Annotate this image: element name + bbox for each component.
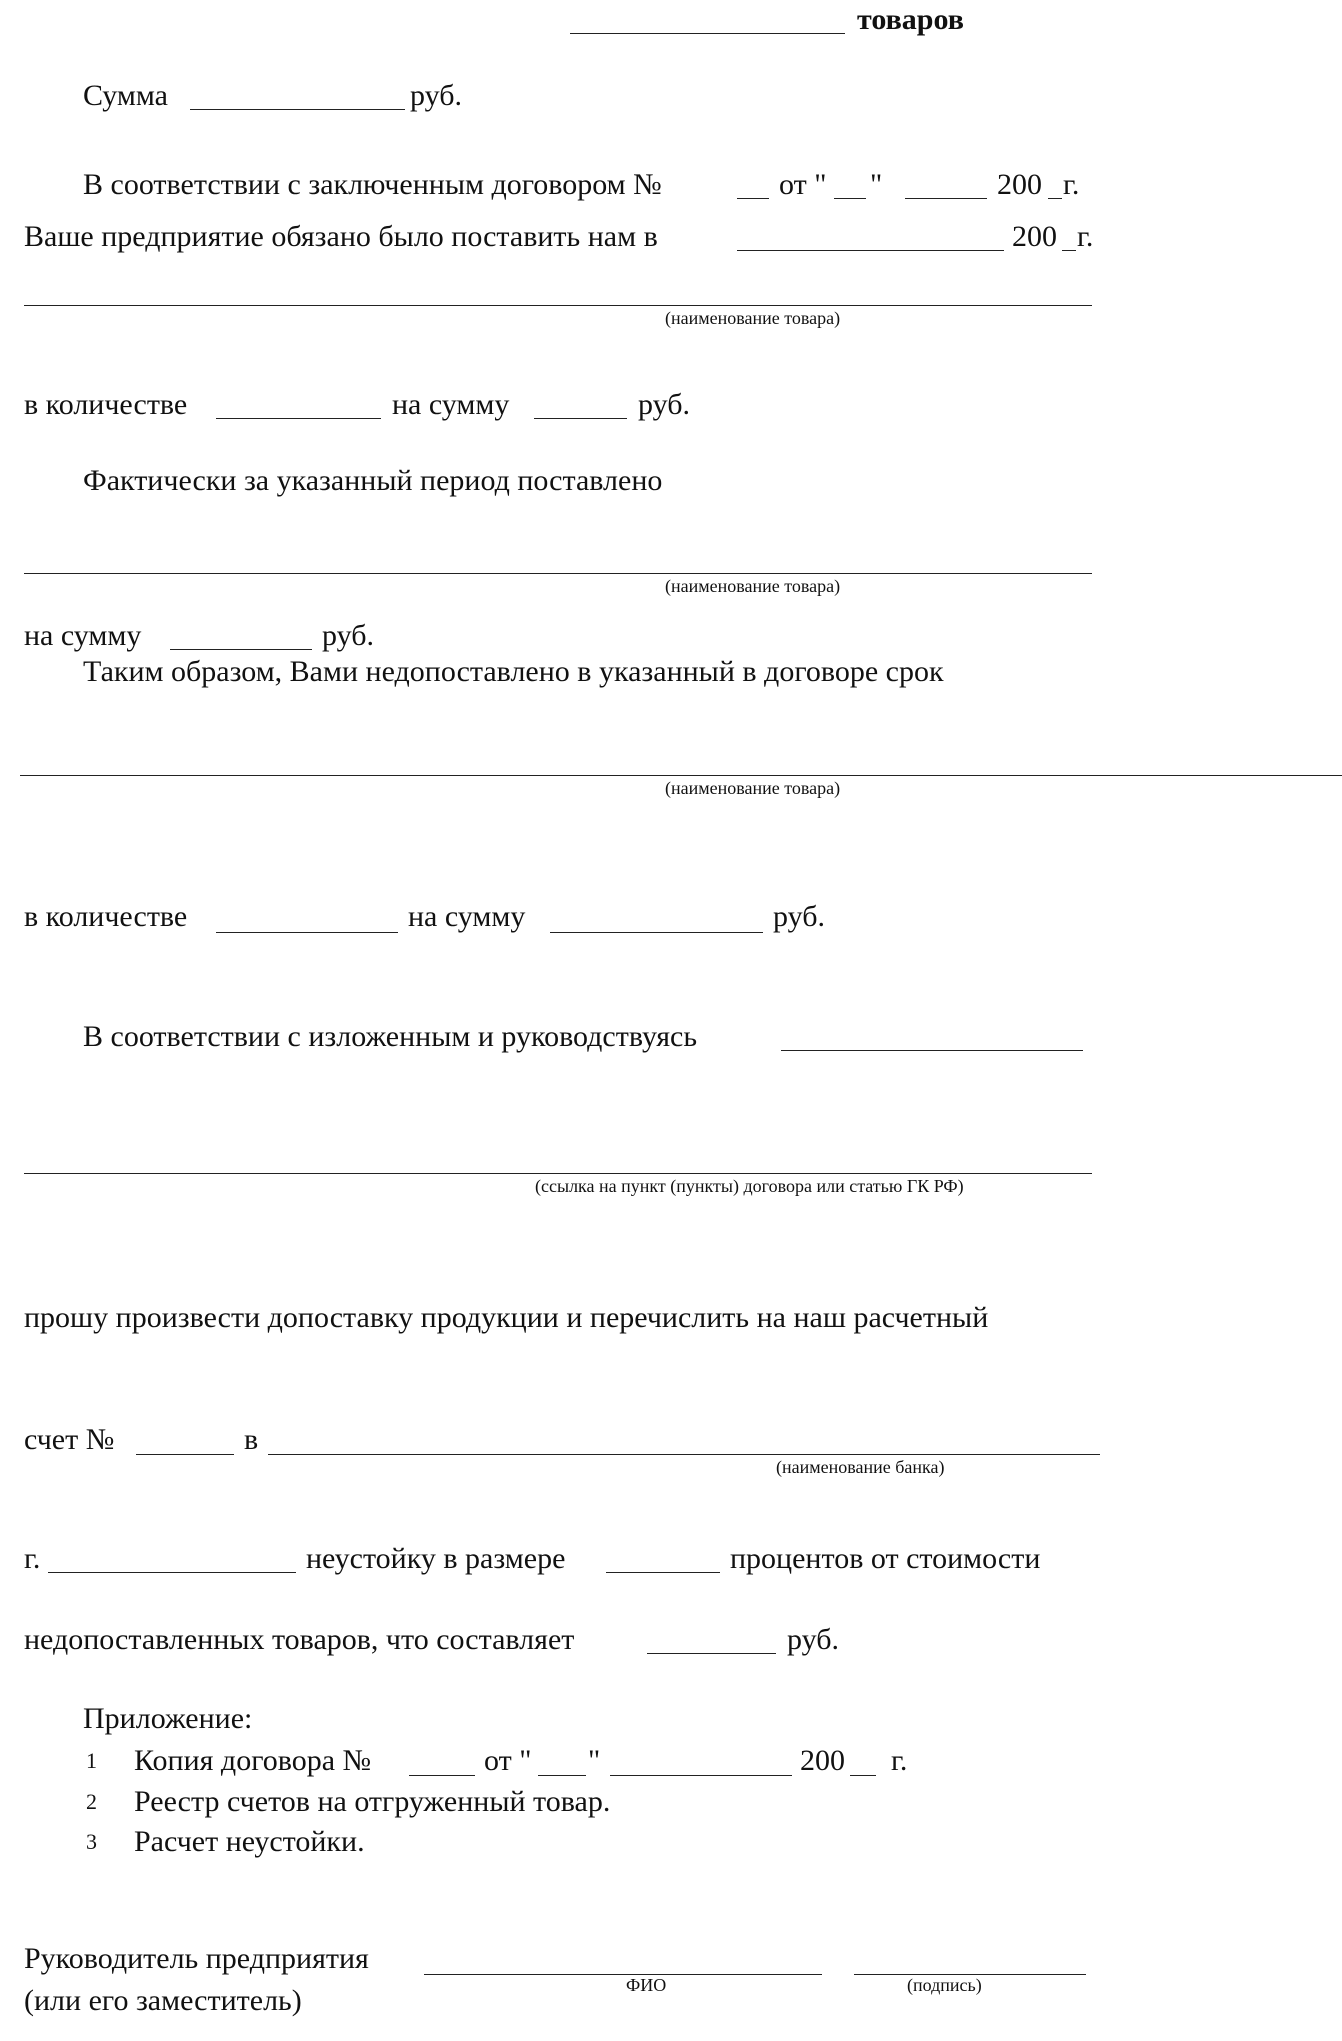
rub-2: руб. [322, 619, 374, 652]
quantity-label-1: в количестве [24, 388, 188, 421]
thus-undelivered-text: Таким образом, Вами недопоставлено в указанный в договоре срок [83, 655, 944, 688]
amount-blank-1[interactable] [534, 418, 627, 419]
appendix-item-1-number: 1 [86, 1748, 97, 1773]
signature-deputy: (или его заместитель) [24, 1984, 302, 2017]
quantity-blank-1[interactable] [216, 418, 381, 419]
appendix-year-blank[interactable] [850, 1775, 876, 1776]
for-sum-label-2: на сумму [24, 619, 142, 652]
obliged-g: г. [1077, 220, 1094, 253]
percent-text: процентов от стоимости [730, 1542, 1041, 1575]
appendix-day-blank[interactable] [538, 1775, 586, 1776]
contract-year-blank[interactable] [1048, 198, 1062, 199]
city-blank[interactable] [48, 1572, 296, 1573]
sum-label: Сумма [83, 79, 168, 112]
obliged-year-blank[interactable] [1062, 250, 1076, 251]
title-word: товаров [857, 3, 964, 36]
appendix-month-blank[interactable] [610, 1775, 792, 1776]
bank-caption: (наименование банка) [776, 1457, 945, 1477]
appendix-g: г. [891, 1744, 908, 1777]
goods-line-3[interactable] [20, 775, 1342, 776]
appendix-year: 200 [800, 1744, 845, 1777]
appendix-item-2-text: Реестр счетов на отгруженный товар. [134, 1785, 611, 1818]
quantity-label-2: в количестве [24, 900, 188, 933]
contract-quote-close: " [870, 168, 883, 201]
actually-delivered-text: Фактически за указанный период поставлено [83, 464, 663, 497]
appendix-item-1-text: Копия договора № [134, 1744, 372, 1777]
undelivered-text: недопоставленных товаров, что составляет [24, 1623, 575, 1656]
undelivered-amount-blank[interactable] [647, 1653, 776, 1654]
for-sum-label-3: на сумму [408, 900, 526, 933]
appendix-from: от " [484, 1744, 532, 1777]
request-text: прошу произвести допоставку продукции и перечислить на наш расчетный [24, 1301, 989, 1334]
goods-caption-2: (наименование товара) [665, 576, 841, 596]
rub-3: руб. [773, 900, 825, 933]
sum-rub: руб. [410, 79, 462, 112]
appendix-title: Приложение: [83, 1702, 253, 1735]
in-accordance-guided-text: В соответствии с изложенным и руководствуясь [83, 1020, 698, 1053]
obliged-text: Ваше предприятие обязано было поставить нам в [24, 220, 658, 253]
appendix-quote-close: " [588, 1744, 601, 1777]
appendix-item-2-number: 2 [86, 1789, 97, 1814]
fio-caption: ФИО [626, 1975, 667, 1995]
account-label: счет № [24, 1423, 115, 1456]
contract-day-blank[interactable] [834, 198, 866, 199]
account-number-blank[interactable] [136, 1454, 234, 1455]
contract-text: В соответствии с заключенным договором № [83, 168, 662, 201]
percent-blank[interactable] [606, 1572, 720, 1573]
signature-caption: (подпись) [907, 1975, 982, 1995]
signature-head: Руководитель предприятия [24, 1942, 369, 1975]
contract-month-blank[interactable] [905, 198, 987, 199]
goods-line-1[interactable] [24, 305, 1092, 306]
rub-4: руб. [787, 1623, 839, 1656]
amount-blank-3[interactable] [550, 932, 763, 933]
rub-1: руб. [638, 388, 690, 421]
appendix-item-3-text: Расчет неустойки. [134, 1825, 365, 1858]
contract-from: от " [779, 168, 827, 201]
amount-blank-2[interactable] [170, 649, 312, 650]
goods-caption-3: (наименование товара) [665, 778, 841, 798]
appendix-item-3-number: 3 [86, 1829, 97, 1854]
title-blank[interactable] [570, 33, 845, 34]
guided-blank[interactable] [781, 1050, 1083, 1051]
goods-line-2[interactable] [24, 573, 1092, 574]
contract-year: 200 [997, 168, 1042, 201]
appendix-contract-number-blank[interactable] [409, 1775, 475, 1776]
bank-blank[interactable] [268, 1454, 1100, 1455]
fio-blank[interactable] [424, 1974, 822, 1975]
obliged-period-blank[interactable] [737, 250, 1004, 251]
in-label: в [244, 1423, 259, 1456]
penalty-text: неустойку в размере [306, 1542, 566, 1575]
contract-number-blank[interactable] [737, 198, 769, 199]
reference-caption: (ссылка на пункт (пункты) договора или статью ГК РФ) [535, 1176, 964, 1196]
reference-line[interactable] [24, 1173, 1092, 1174]
quantity-blank-2[interactable] [216, 932, 398, 933]
goods-caption-1: (наименование товара) [665, 308, 841, 328]
sum-blank[interactable] [190, 109, 405, 110]
obliged-year: 200 [1012, 220, 1057, 253]
for-sum-label-1: на сумму [392, 388, 510, 421]
city-prefix: г. [24, 1542, 41, 1575]
contract-g: г. [1063, 168, 1080, 201]
